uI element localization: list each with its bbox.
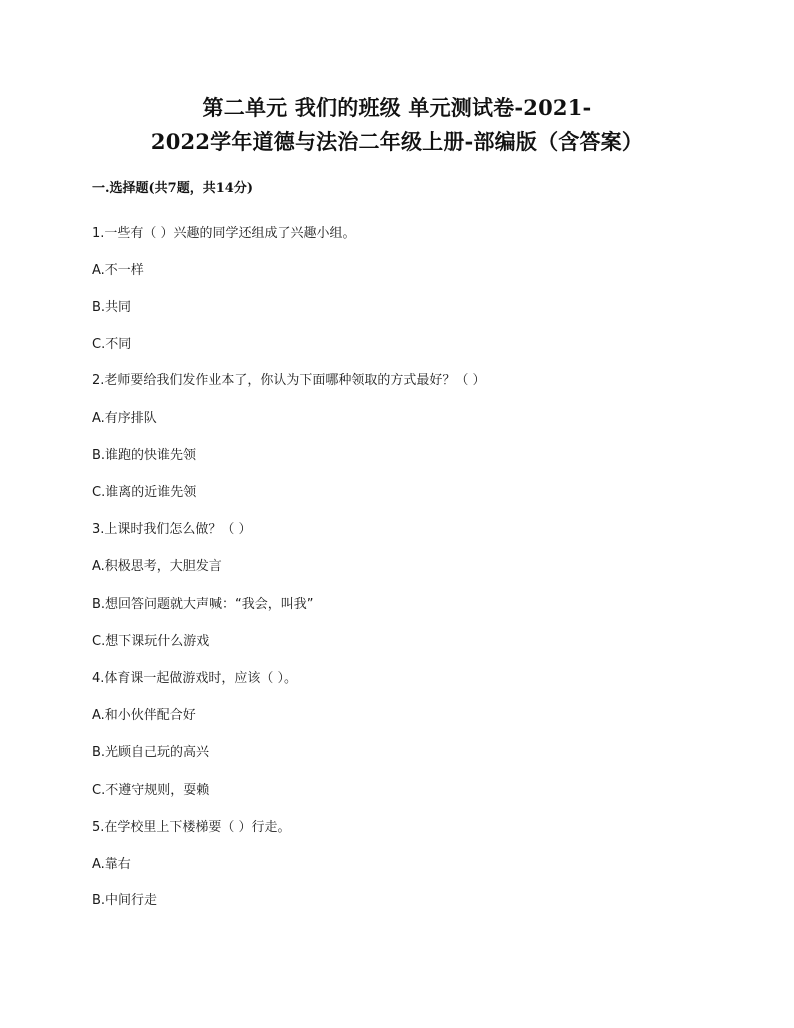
question-4-option-a: A.和小伙伴配合好 [92,708,196,723]
document-title-line-1: 第二单元 我们的班级 单元测试卷-2021- [202,95,592,120]
question-1-option-a: A.不一样 [92,263,144,278]
document-title-line-2: 2022学年道德与法治二年级上册-部编版（含答案） [150,129,644,154]
question-1-option-c: C.不同 [92,337,132,352]
question-1-option-b: B.共同 [92,300,132,315]
question-3-option-c: C.想下课玩什么游戏 [92,634,210,649]
question-4-stem: 4.体育课一起做游戏时，应该（ ）。 [92,671,298,686]
question-5-option-a: A.靠右 [92,857,131,872]
question-5-option-b: B.中间行走 [92,893,158,908]
question-2-option-a: A.有序排队 [92,411,157,426]
section-heading: 一.选择题(共7题，共14分) [92,181,253,196]
question-4-option-b: B.光顾自己玩的高兴 [92,745,210,760]
question-2-option-b: B.谁跑的快谁先领 [92,448,197,463]
question-3-stem: 3.上课时我们怎么做？（ ） [92,522,252,537]
question-4-option-c: C.不遵守规则，耍赖 [92,783,210,798]
question-5-stem: 5.在学校里上下楼梯要（ ）行走。 [92,820,291,835]
question-2-stem: 2.老师要给我们发作业本了，你认为下面哪种领取的方式最好？（ ） [92,373,486,388]
question-3-option-a: A.积极思考，大胆发言 [92,559,222,574]
question-2-option-c: C.谁离的近谁先领 [92,485,197,500]
question-3-option-b: B.想回答问题就大声喊：“我会，叫我” [92,597,314,612]
question-1-stem: 1.一些有（ ）兴趣的同学还组成了兴趣小组。 [92,226,356,241]
